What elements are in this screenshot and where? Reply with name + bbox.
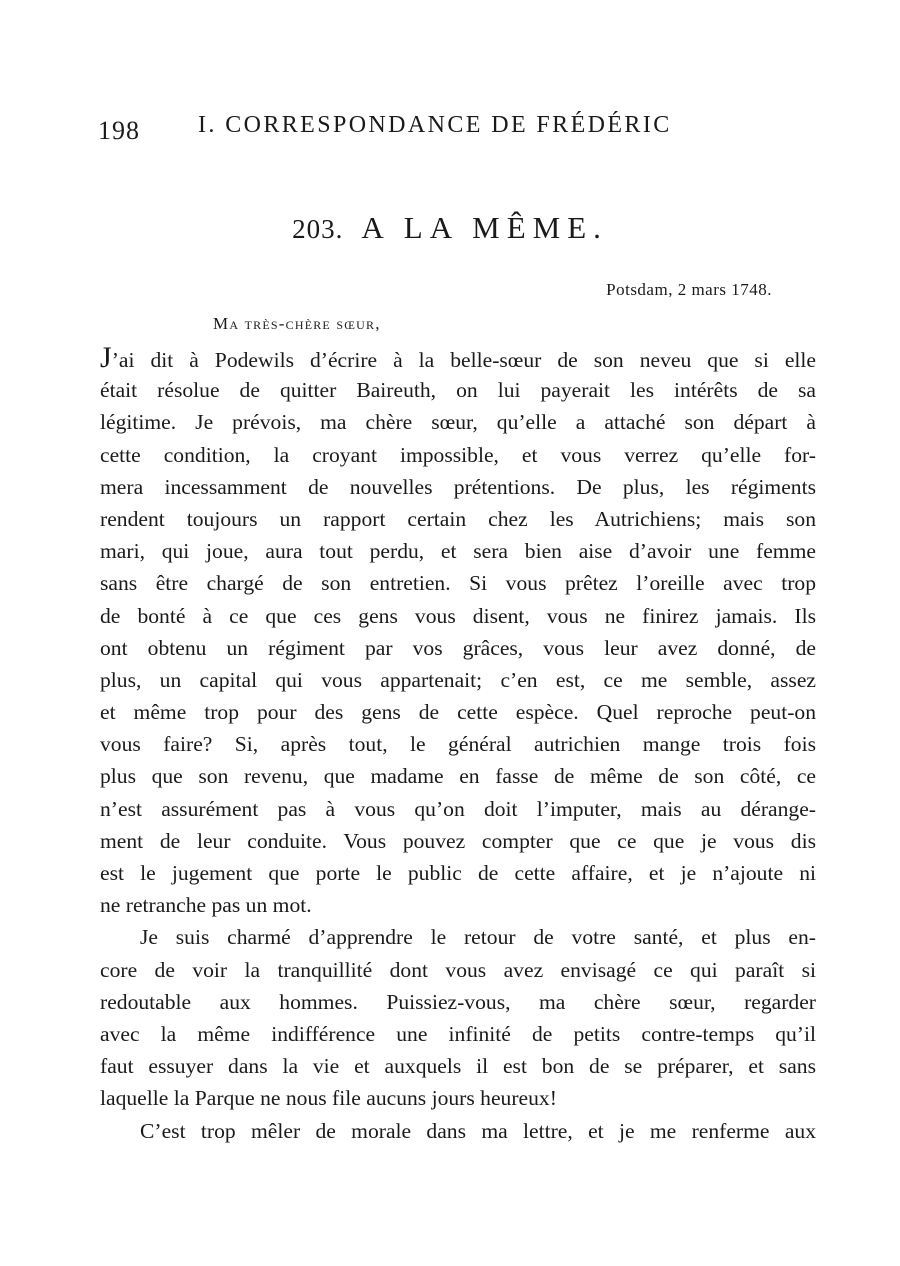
text-line: faut essuyer dans la vie et auxquels il est bon de se préparer, et sans — [100, 1054, 816, 1079]
text-line: laquelle la Parque ne nous file aucuns jours heureux! — [100, 1086, 557, 1111]
salutation: Ma très-chère sœur, — [213, 314, 381, 333]
text-line: mari, qui joue, aura tout perdu, et sera bien aise d’avoir une femme — [100, 539, 816, 564]
text-line: rendent toujours un rapport certain chez les Autrichiens; mais son — [100, 506, 816, 531]
text-line: sans être chargé de son entretien. Si vous prêtez l’oreille avec trop — [100, 571, 816, 596]
letter-body — [100, 342, 816, 1147]
text-line: cette condition, la croyant impossible, et vous verrez qu’elle for- — [100, 442, 816, 467]
letter-heading — [0, 210, 900, 246]
text-line: est le jugement que porte le public de cette affaire, et je n’ajoute ni — [100, 861, 816, 885]
text-line: et même trop pour des gens de cette espèce. Quel reproche peut-on — [100, 700, 816, 725]
text-line: core de voir la tranquillité dont vous avez envisagé ce qui paraît si — [100, 957, 816, 982]
text-line: plus que son revenu, que madame en fasse de même de son côté, ce — [100, 764, 816, 789]
text-line: Je suis charmé d’apprendre le retour de votre santé, et plus en- — [140, 925, 816, 950]
text-line-content: ’ai dit à Podewils d’écrire à la belle-sœur de son neveu que si elle — [111, 348, 816, 372]
text-line: ne retranche pas un mot. — [100, 893, 312, 918]
drop-cap: J — [100, 342, 112, 374]
running-head — [98, 108, 718, 148]
letter-title: A LA MÊME. — [361, 210, 608, 245]
text-line: C’est trop mêler de morale dans ma lettre, et je me renferme aux — [140, 1118, 816, 1143]
text-line: légitime. Je prévois, ma chère sœur, qu’elle a attaché son départ à — [100, 410, 816, 435]
text-line: ment de leur conduite. Vous pouvez compter que ce que je vous dis — [100, 828, 816, 853]
running-title: I. CORRESPONDANCE DE FRÉDÉRIC — [198, 112, 672, 138]
text-line: de bonté à ce que ces gens vous disent, vous ne finirez jamais. Ils — [100, 603, 816, 628]
text-line: n’est assurément pas à vous qu’on doit l’imputer, mais au dérange- — [100, 796, 816, 821]
letter-number: 203. — [292, 214, 344, 244]
text-line: vous faire? Si, après tout, le général autrichien mange trois fois — [100, 732, 816, 757]
text-line: redoutable aux hommes. Puissiez-vous, ma chère sœur, regarder — [100, 989, 816, 1014]
text-line: mera incessamment de nouvelles prétentions. De plus, les régiments — [100, 474, 816, 499]
text-line: ont obtenu un régiment par vos grâces, vous leur avez donné, de — [100, 635, 816, 660]
dateline: Potsdam, 2 mars 1748. — [606, 280, 772, 299]
text-line: avec la même indifférence une infinité de petits contre-temps qu’il — [100, 1021, 816, 1046]
page-number: 198 — [98, 116, 140, 145]
text-line: était résolue de quitter Baireuth, on lui payerait les intérêts de sa — [100, 378, 816, 403]
text-line: plus, un capital qui vous appartenait; c’en est, ce me semble, assez — [100, 667, 816, 692]
text-line — [100, 342, 816, 374]
